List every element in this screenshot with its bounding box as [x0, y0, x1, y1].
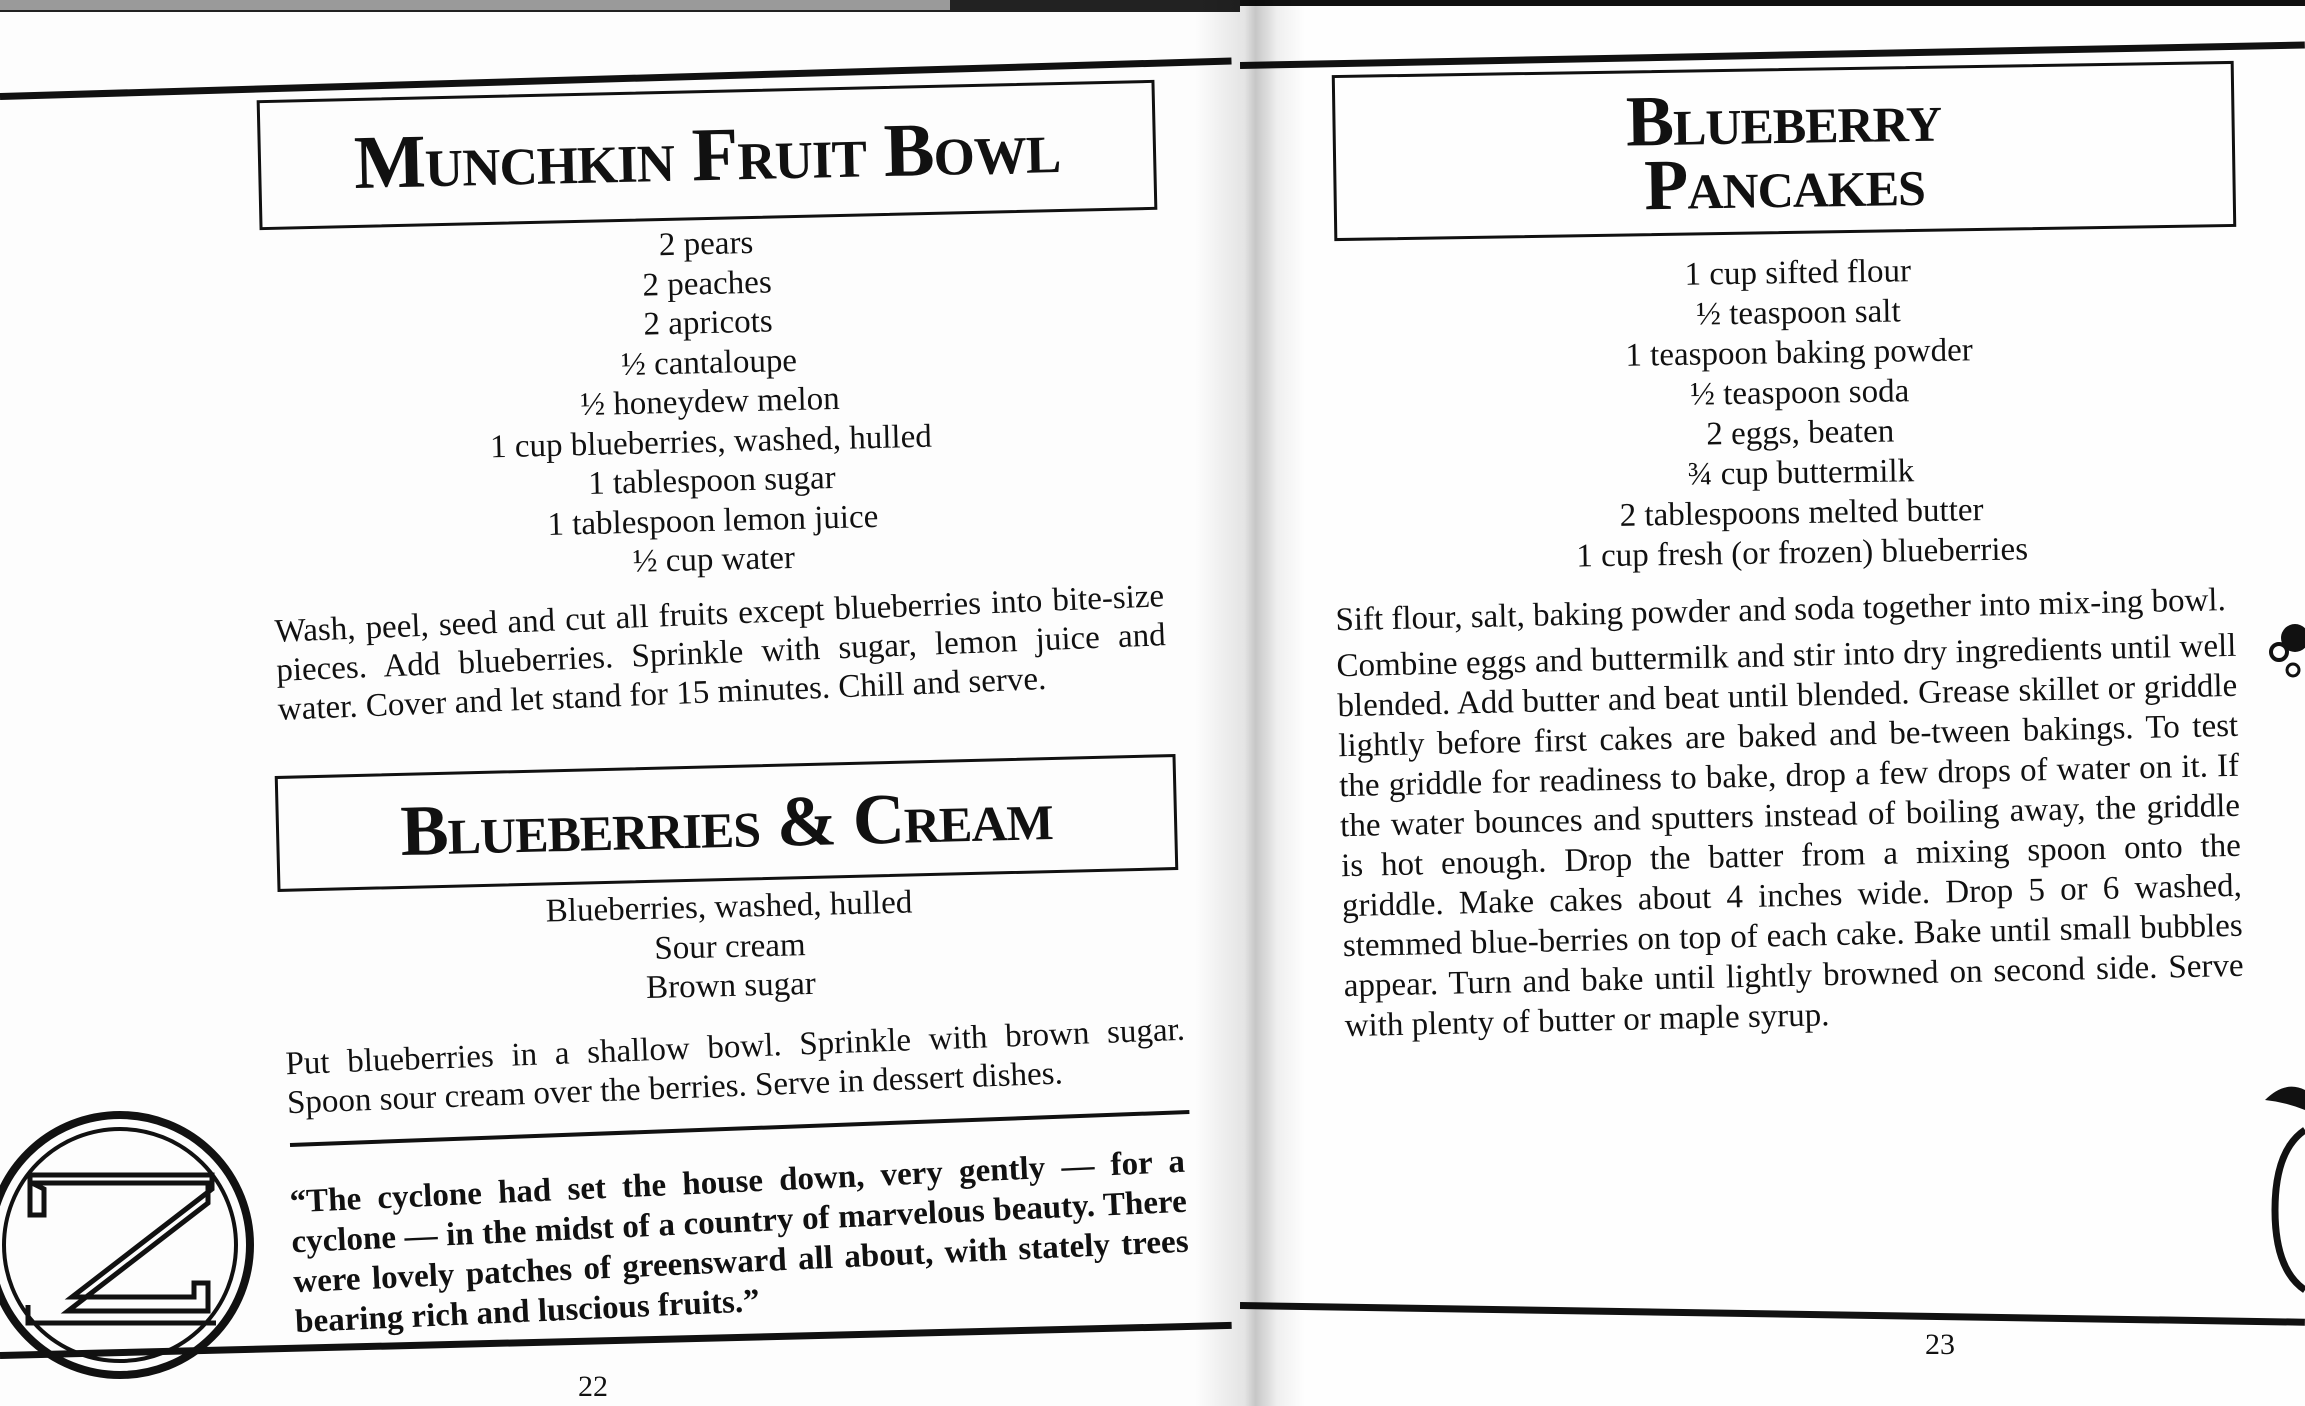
directions-paragraph: Wash, peel, seed and cut all fruits except blueberries into bite-size pieces. Add blueberries. Sprinkle with sugar, lemon juice and water. Cover and let stand for 15 minutes. Chill and serve. [274, 578, 1167, 728]
ingredient-item: ½ teaspoon salt [1695, 293, 1901, 333]
recipe-title-box [275, 754, 1179, 892]
ingredient-item: 2 pears [658, 224, 754, 264]
ingredient-item: 1 tablespoon sugar [587, 459, 837, 502]
ingredient-item: 1 tablespoon lemon juice [547, 498, 879, 543]
recipe-title: Munchkin Fruit Bowl [353, 104, 1061, 205]
ingredient-item: 1 teaspoon baking powder [1625, 332, 1973, 374]
top-edge-band [1240, 0, 2305, 6]
oz-z-emblem-icon [0, 1105, 260, 1385]
quote-text: “The cyclone had set the house down, very gently — for a cyclone — in the midst of a country of marvelous beauty. There were lovely patches of greensward all about, with stately trees bearing rich and luscious fruits.” [288, 1143, 1190, 1341]
page-number: 22 [578, 1370, 608, 1403]
ingredient-item: Sour cream [653, 926, 806, 967]
ingredient-item: 1 cup sifted flour [1684, 253, 1912, 293]
ingredient-item: Blueberries, washed, hulled [545, 884, 913, 930]
ingredient-item: ½ cantaloupe [620, 342, 798, 383]
recipe-title: Blueberries & Cream [399, 774, 1054, 871]
book-quote [289, 1142, 1191, 1342]
directions-paragraph: Put blueberries in a shallow bowl. Sprinkle with brown sugar. Spoon sour cream over the berries. Serve in dessert dishes. [284, 1011, 1186, 1122]
ingredient-item: 2 eggs, beaten [1706, 413, 1895, 453]
recipe-directions [285, 1011, 1187, 1123]
right-page [1240, 0, 2305, 1406]
ingredient-item: ½ cup water [632, 539, 796, 580]
ingredient-item: ½ teaspoon soda [1689, 373, 1910, 413]
ingredient-item: 1 cup blueberries, washed, hulled [489, 418, 933, 465]
recipe-title-line2: Pancakes [1643, 140, 1926, 226]
recipe-directions [1335, 580, 2245, 1046]
ingredient-item: Brown sugar [645, 965, 817, 1007]
directions-paragraph: Combine eggs and buttermilk and stir into dry ingredients until well blended. Add butter and beat until blended. Grease skillet or griddle lightly before first cakes are baked and be-tween bakings. To test the griddle for readiness to bake, drop a few drops of water on it. If the water bounces and sputters instead of boiling away, the griddle is hot enough. Drop the batter from a mixing spoon onto the griddle. Make cakes about 4 inches wide. Drop 5 or 6 washed, stemmed blue-berries on top of each cake. Bake until small bubbles appear. Turn and bake until lightly browned on second side. Serve with plenty of butter or maple syrup. [1336, 627, 2244, 1045]
ingredient-list [326, 216, 1094, 590]
ingredient-item: 2 apricots [643, 303, 774, 343]
edge-ornament-icon [2265, 600, 2305, 690]
ingredient-list [1458, 248, 2143, 579]
top-edge-shadow [0, 0, 950, 10]
ingredient-item: ¾ cup buttermilk [1687, 453, 1915, 493]
ingredient-item: 1 cup fresh (or frozen) blueberries [1576, 531, 2029, 575]
page-number: 23 [1925, 1328, 1955, 1361]
recipe-directions [274, 577, 1168, 730]
recipe-title-box [257, 80, 1158, 230]
ingredient-item: 2 peaches [642, 263, 773, 304]
recipe-title-line1: Blueberry [1625, 76, 1942, 162]
ingredient-list [379, 879, 1082, 1015]
ingredient-item: ½ honeydew melon [579, 380, 841, 424]
bottom-border-rule [1240, 1302, 2305, 1326]
directions-paragraph: Sift flour, salt, baking powder and soda together into mix-ing bowl. [1335, 582, 2227, 639]
edge-ornament-icon [2255, 1040, 2305, 1300]
recipe-title-box [1332, 61, 2236, 241]
ingredient-item: 2 tablespoons melted butter [1619, 492, 1984, 534]
